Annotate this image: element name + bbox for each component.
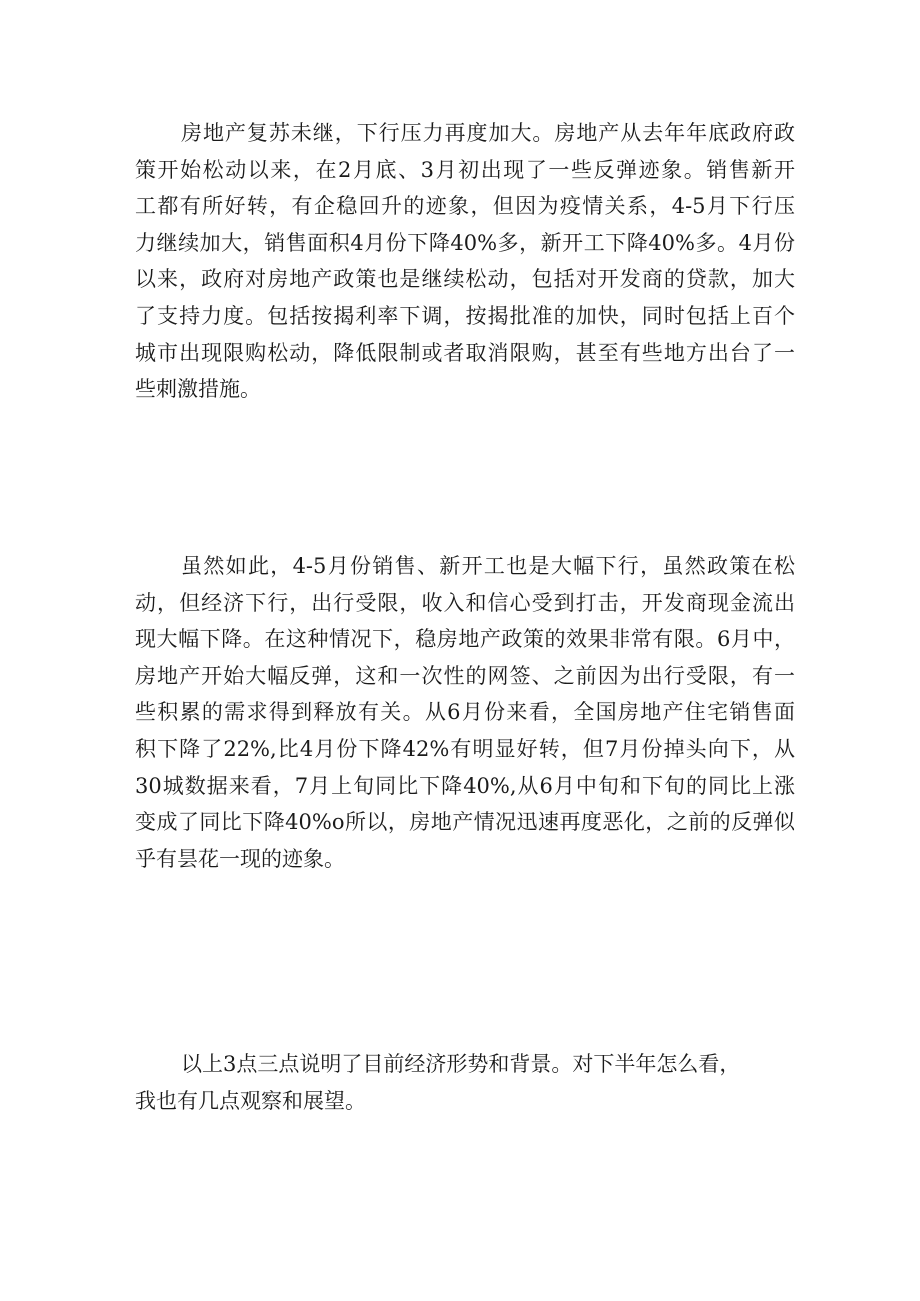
- text-line: 房地产开始大幅反弹，这和一次性的网签、之前因为出行受限，有一: [135, 663, 795, 688]
- paragraph-outlook: [135, 1046, 795, 1119]
- text-line: 乎有昙花一现的迹象。: [135, 846, 345, 871]
- text-line: 虽然如此，4-5月份销售、新开工也是大幅下行，虽然政策在松: [181, 554, 795, 578]
- text-line: 些刺激措施。: [135, 377, 261, 402]
- text-line: 城市出现限购松动，降低限制或者取消限购，甚至有些地方出台了一: [135, 340, 795, 365]
- text-line: 了支持力度。包括按揭利率下调，按揭批准的加快，同时包括上百个: [135, 303, 795, 328]
- text-line: 以来，政府对房地产政策也是继续松动，包括对开发商的贷款，加大: [135, 267, 795, 292]
- text-line: 变成了同比下降40%o所以，房地产情况迅速再度恶化，之前的反弹似: [135, 810, 795, 835]
- text-line: 30城数据来看，7月上旬同比下降40%,从6月中旬和下旬的同比上涨: [135, 773, 795, 798]
- text-line: 房地产复苏未继，下行压力再度加大。房地产从去年年底政府政: [181, 121, 795, 145]
- text-line: 些积累的需求得到释放有关。从6月份来看，全国房地产住宅销售面: [135, 700, 795, 725]
- text-line: 我也有几点观察和展望。: [135, 1088, 366, 1113]
- text-line: 动，但经济下行，出行受限，收入和信心受到打击，开发商现金流出: [135, 590, 795, 615]
- text-line: 力继续加大，销售面积4月份下降40%多，新开工下降40%多。4月份: [135, 230, 795, 255]
- paragraph-sales-decline: [135, 548, 795, 877]
- text-line: 策开始松动以来，在2月底、3月初出现了一些反弹迹象。销售新开: [135, 157, 795, 182]
- text-line: 积下降了22%,比4月份下降42%有明显好转，但7月份掉头向下，从: [135, 736, 795, 761]
- text-line: 工都有所好转，有企稳回升的迹象，但因为疫情关系，4-5月下行压: [135, 194, 795, 219]
- text-line: 现大幅下降。在这种情况下，稳房地产政策的效果非常有限。6月中，: [135, 627, 795, 652]
- text-line: 以上3点三点说明了目前经济形势和背景。对下半年怎么看，: [181, 1052, 741, 1076]
- paragraph-real-estate-recovery: [135, 115, 795, 408]
